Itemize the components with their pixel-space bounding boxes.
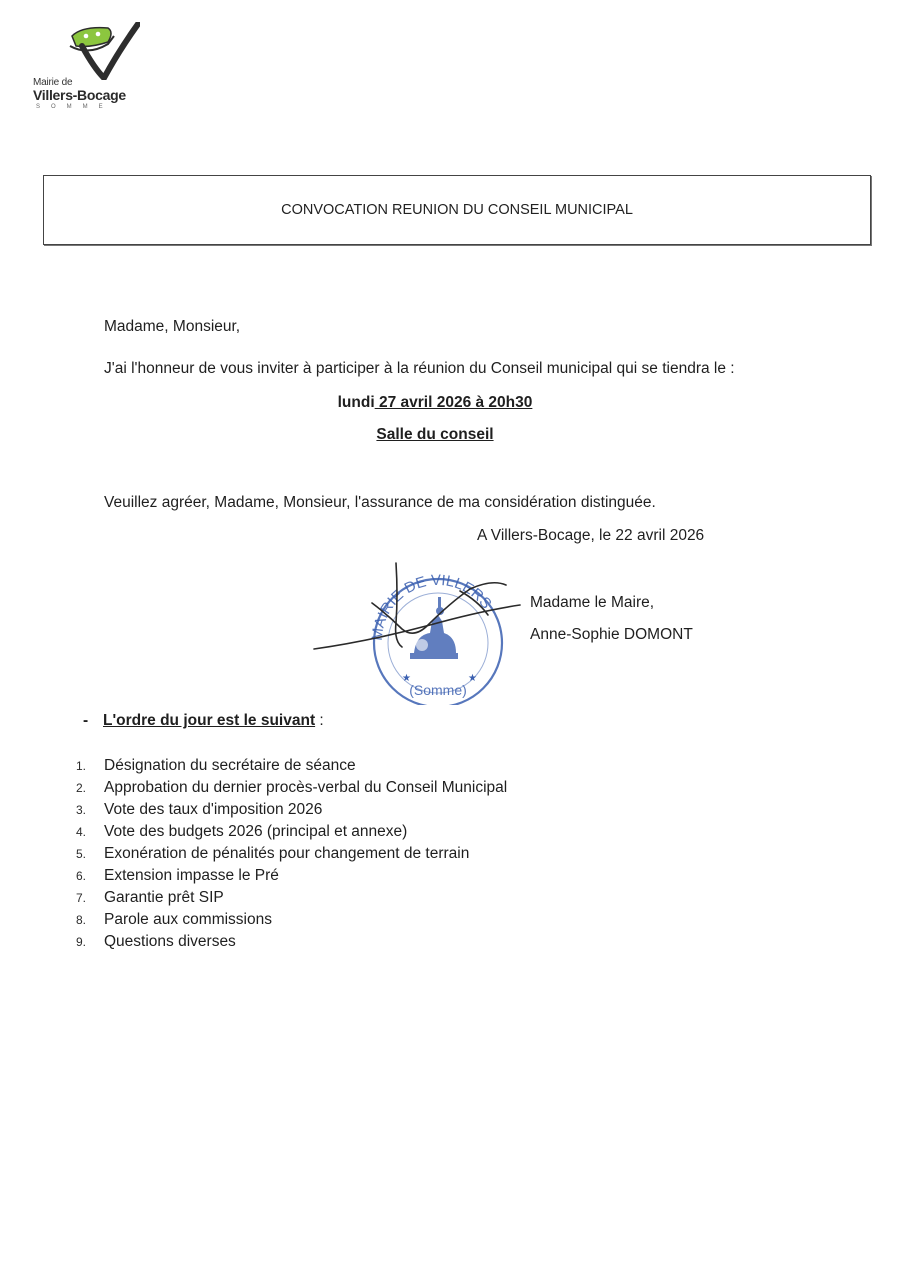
agenda-heading-text: L'ordre du jour est le suivant [103,712,316,729]
place-and-date: A Villers-Bocage, le 22 avril 2026 [477,527,705,544]
agenda-item [76,887,507,909]
agenda-item-number: 3. [76,803,87,817]
stamp-bottom-text: (Somme) [409,682,467,698]
title-box [43,175,871,245]
agenda-list [76,755,507,953]
agenda-item-number: 2. [76,781,87,795]
agenda-item-number: 4. [76,825,87,839]
meeting-venue [0,426,870,444]
municipality-logo [30,22,150,117]
star-icon: ★ [468,673,477,684]
checkmark-leaf-icon [68,22,140,80]
agenda-item-text: Vote des taux d'imposition 2026 [104,801,323,818]
agenda-heading-suffix: : [315,712,324,729]
agenda-item-text: Parole aux commissions [104,911,272,928]
agenda-item-text: Garantie prêt SIP [104,889,224,906]
agenda-item-text: Vote des budgets 2026 (principal et annexe) [104,823,408,840]
meeting-day: lundi [337,394,375,411]
agenda-item-number: 6. [76,869,87,883]
agenda-item-number: 9. [76,935,87,949]
official-stamp-and-signature [310,555,530,705]
signatory-name: Anne-Sophie DOMONT [530,626,693,643]
agenda-item-text: Désignation du secrétaire de séance [104,757,356,774]
agenda-item [76,909,507,931]
agenda-item-number: 1. [76,759,87,773]
meeting-date [0,394,870,412]
agenda-item-text: Questions diverses [104,933,236,950]
logo-text-town: Villers-Bocage [33,87,126,103]
agenda-item [76,843,507,865]
agenda-item-number: 5. [76,847,87,861]
agenda-heading [83,712,324,730]
star-icon: ★ [402,673,411,684]
agenda-item-text: Approbation du dernier procès-verbal du Conseil Municipal [104,779,508,796]
stamp-top-text: MAIRIE DE VILLERS [368,571,495,642]
logo-text-department: SOMME [36,104,114,110]
closing-formula: Veuillez agréer, Madame, Monsieur, l'assurance de ma considération distinguée. [104,494,656,511]
stamp-graphic [310,555,530,705]
agenda-item-text: Extension impasse le Pré [104,867,279,884]
agenda-item-text: Exonération de pénalités pour changement de terrain [104,845,470,862]
agenda-item [76,777,507,799]
meeting-date-time: 27 avril 2026 à 20h30 [374,394,533,411]
agenda-item [76,865,507,887]
agenda-item [76,821,507,843]
venue-text: Salle du conseil [376,426,494,443]
agenda-item-number: 7. [76,891,87,905]
salutation: Madame, Monsieur, [104,318,241,335]
agenda-item [76,799,507,821]
agenda-item [76,931,507,953]
invitation-text: J'ai l'honneur de vous inviter à participer à la réunion du Conseil municipal qui se tiendra le : [104,360,735,377]
document-title: CONVOCATION REUNION DU CONSEIL MUNICIPAL [281,202,633,218]
logo-text-mairie: Mairie de [33,77,73,88]
signatory-title: Madame le Maire, [530,594,655,611]
agenda-item [76,755,507,777]
agenda-dash: - [83,712,89,729]
agenda-item-number: 8. [76,913,87,927]
